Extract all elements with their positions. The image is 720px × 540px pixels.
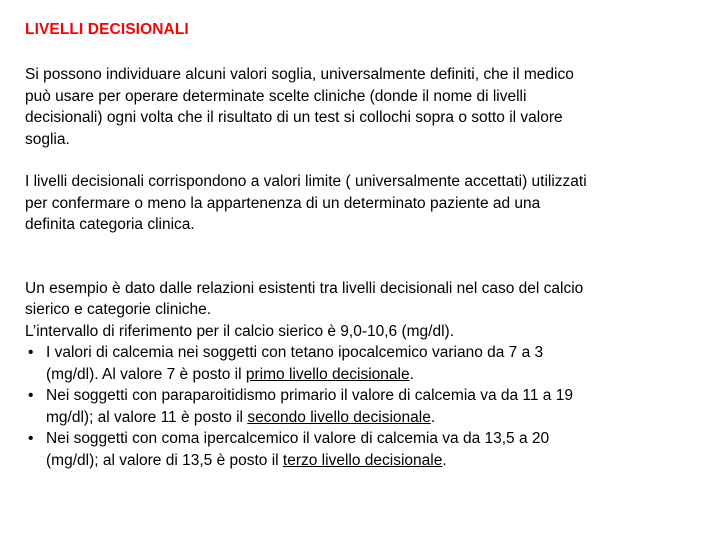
list-item: [25, 385, 710, 428]
decision-level-label: terzo livello decisionale: [282, 451, 443, 469]
paragraph-line: L’intervallo di riferimento per il calcio sierico è 9,0-10,6 (mg/dl).: [25, 322, 455, 340]
paragraph-line: Si possono individuare alcuni valori soglia, universalmente definiti, che il medico: [25, 66, 574, 83]
bullet-icon: •: [28, 344, 34, 361]
paragraph-definition: [25, 64, 710, 150]
paragraph-limits: [25, 171, 710, 236]
list-item: [25, 428, 710, 471]
paragraph-line: sierico e categorie cliniche.: [25, 301, 212, 318]
paragraph-line: per confermare o meno la appartenenza di un determinato paziente ad una: [25, 194, 541, 212]
list-item-text: (mg/dl); al valore di 13,5 è posto il: [46, 451, 283, 469]
paragraph-line: definita categoria clinica.: [25, 216, 195, 233]
document-page: [25, 20, 710, 471]
paragraph-example: [25, 278, 710, 343]
paragraph-line: può usare per operare determinate scelte cliniche (donde il nome di livelli: [25, 87, 527, 105]
page-title: LIVELLI DECISIONALI: [25, 21, 189, 38]
list-item-suffix: .: [430, 408, 436, 426]
calcemia-bullet-list: [25, 342, 710, 471]
list-item-line: Nei soggetti con coma ipercalcemico il valore di calcemia va da 13,5 a 20: [46, 430, 550, 447]
paragraph-line: soglia.: [25, 130, 70, 148]
list-item: [25, 342, 710, 385]
list-item-suffix: .: [442, 451, 447, 469]
list-item-text: mg/dl); al valore 11 è posto il: [46, 408, 248, 426]
list-item-line: [46, 407, 710, 429]
list-item-line: I valori di calcemia nei soggetti con tetano ipocalcemico variano da 7 a 3: [46, 344, 544, 361]
bullet-icon: •: [28, 430, 34, 447]
list-item-text: (mg/dl). Al valore 7 è posto il: [46, 365, 246, 383]
paragraph-line: Un esempio è dato dalle relazioni esistenti tra livelli decisionali nel caso del calcio: [25, 279, 584, 297]
bullet-icon: •: [28, 387, 34, 404]
list-item-line: [46, 450, 710, 472]
list-item-suffix: .: [409, 365, 414, 383]
decision-level-label: secondo livello decisionale: [247, 408, 431, 426]
decision-level-label: primo livello decisionale: [245, 365, 410, 383]
paragraph-line: I livelli decisionali corrispondono a valori limite ( universalmente accettati) utilizzati: [25, 173, 587, 190]
list-item-line: [46, 364, 710, 386]
list-item-line: Nei soggetti con paraparoitidismo primario il valore di calcemia va da 11 a 19: [46, 387, 573, 404]
paragraph-line: decisionali) ogni volta che il risultato di un test si collochi sopra o sotto il valore: [25, 109, 563, 126]
